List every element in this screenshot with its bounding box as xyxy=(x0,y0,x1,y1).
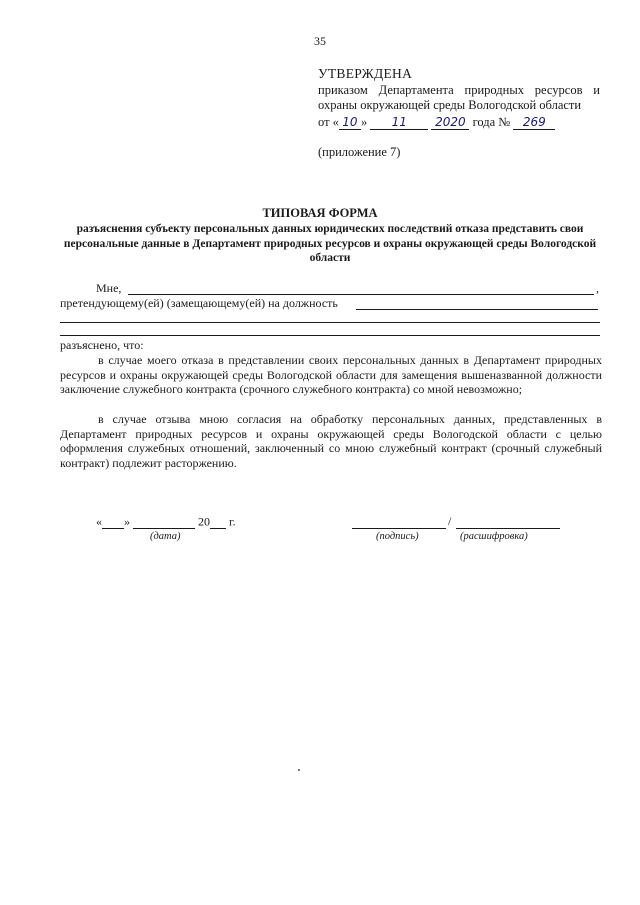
appendix-label: (приложение 7) xyxy=(318,144,401,159)
date-prefix: от « xyxy=(318,114,339,129)
position-fill-line xyxy=(356,309,598,310)
year-suffix: года № xyxy=(472,114,511,129)
year-suffix-label: г. xyxy=(229,514,236,529)
form-title: ТИПОВАЯ ФОРМА xyxy=(262,206,378,220)
date-open-quote: « xyxy=(96,514,102,529)
day-blank xyxy=(102,514,124,529)
approval-block xyxy=(318,66,600,160)
approval-date-row xyxy=(318,115,600,133)
approval-text: приказом Департамента природных ресурсов и охраны окружающей среды Вологодской области xyxy=(318,82,600,112)
explained-label: разъяснено, что: xyxy=(60,338,144,352)
paragraph-1: в случае моего отказа в представлении своих персональных данных в Департамент природных ресурсов и охраны окружающей среды Вологодской области для замещения вышеназванной должности заключение служебного контракта (срочного служебного контракта) со мной невозможно; xyxy=(60,353,602,396)
year-blank xyxy=(210,514,226,529)
name-fill-line xyxy=(128,294,594,295)
paragraph-2: в случае отзыва мною согласия на обработку персональных данных, представленных в Департамент природных ресурсов и охраны окружающей среды Вологодской области с целью оформления служебных отношений, заключенный со мною служебный контракт (срочный служебный контракт) подлежит расторжению. xyxy=(60,412,602,470)
decoding-line xyxy=(456,528,560,529)
name-comma: , xyxy=(596,281,599,295)
decoding-caption: (расшифровка) xyxy=(460,531,528,542)
me-label: Мне, xyxy=(96,281,122,295)
handwritten-month: 11 xyxy=(370,115,428,130)
month-blank xyxy=(133,514,195,529)
scan-speck xyxy=(298,769,300,771)
handwritten-day: 10 xyxy=(339,115,361,130)
year-prefix: 20 xyxy=(198,514,210,529)
handwritten-number: 269 xyxy=(513,115,555,130)
page-number: 35 xyxy=(314,34,326,48)
date-close-quote: » xyxy=(124,514,130,529)
handwritten-year: 2020 xyxy=(431,115,469,130)
position-line-3 xyxy=(60,335,600,336)
date-mid: » xyxy=(360,114,368,129)
date-caption: (дата) xyxy=(150,531,181,542)
signature-slash: / xyxy=(448,514,452,528)
position-line-2 xyxy=(60,322,600,323)
approval-title: УТВЕРЖДЕНА xyxy=(318,66,413,81)
signature-caption: (подпись) xyxy=(376,531,419,542)
signature-date-row xyxy=(96,514,236,529)
position-label: претендующему(ей) (замещающему(ей) на должность xyxy=(60,296,338,310)
form-subtitle: разъяснения субъекту персональных данных юридических последствий отказа представить свои персональные данные в Департамент природных ресурсов и охраны окружающей среды Вологодской области xyxy=(63,223,597,264)
signature-line xyxy=(352,528,446,529)
